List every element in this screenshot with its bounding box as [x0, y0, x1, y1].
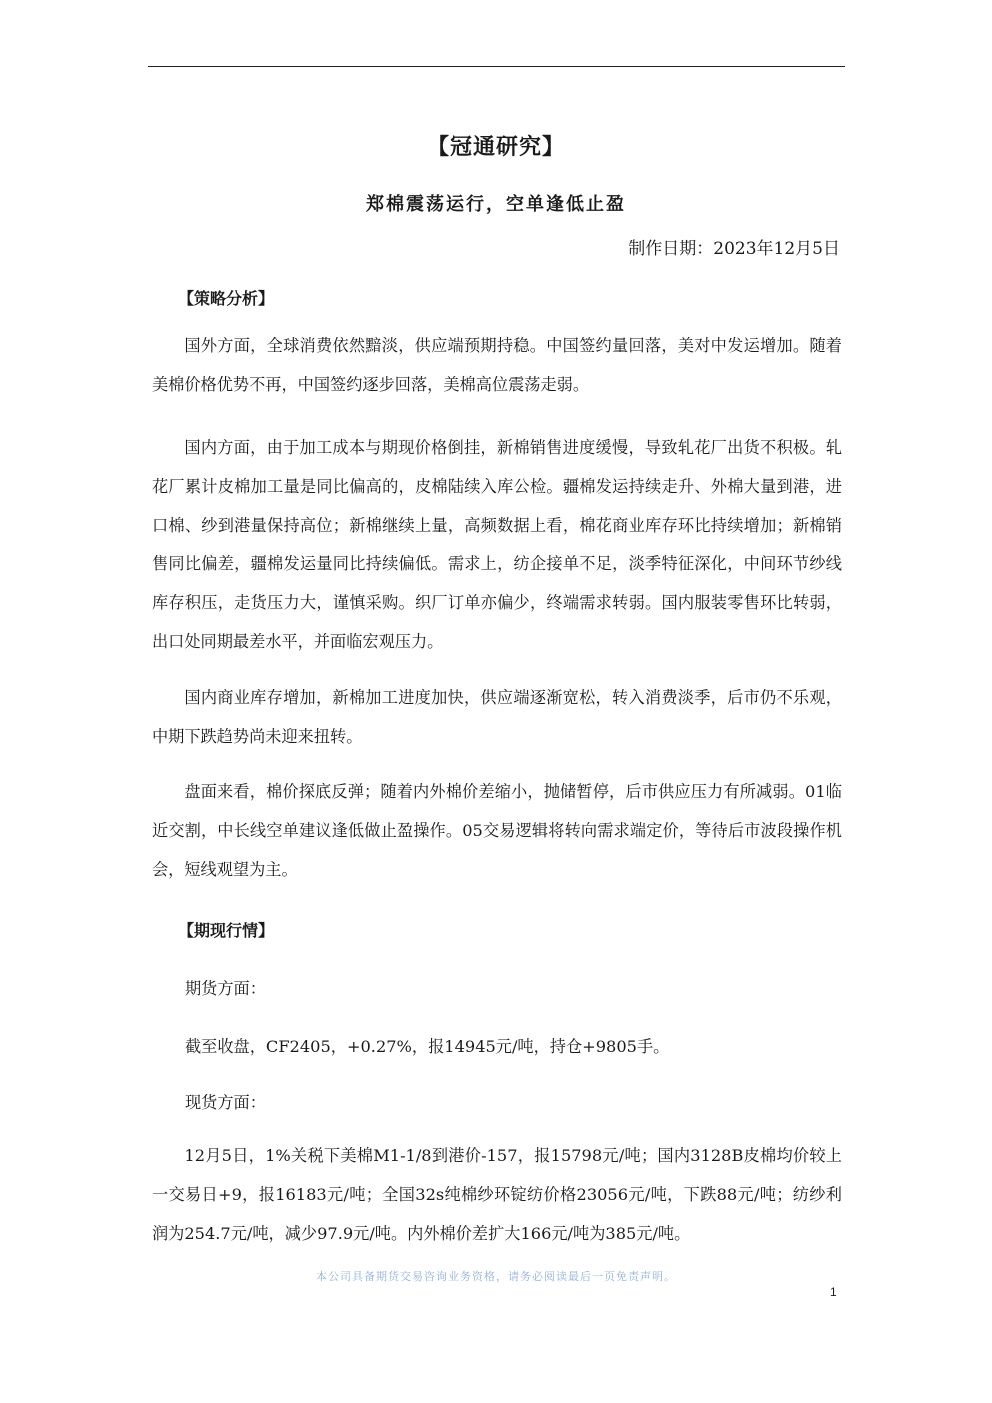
report-brand-title: 【冠通研究】: [426, 134, 565, 160]
futures-quote: 截至收盘，CF2405，+0.27%，报14945元/吨，持仓+9805手。: [185, 1037, 670, 1056]
report-date: 制作日期：2023年12月5日: [628, 239, 840, 259]
page-number: 1: [830, 1285, 837, 1299]
strategy-paragraph-overseas: 国外方面，全球消费依然黯淡，供应端预期持稳。中国签约量回落，美对中发运增加。随着美棉价格优势不再，中国签约逐步回落，美棉高位震荡走弱。: [152, 336, 842, 394]
disclaimer-note: 本公司具备期货交易咨询业务资格，请务必阅读最后一页免责声明。: [316, 1270, 676, 1283]
strategy-paragraph-domestic: 国内方面，由于加工成本与期现价格倒挂，新棉销售进度缓慢，导致轧花厂出货不积极。轧花厂累计皮棉加工量是同比偏高的，皮棉陆续入库公检。疆棉发运持续走升、外棉大量到港，进口棉、纱到港量保持高位；新棉继续上量，高频数据上看，棉花商业库存环比持续增加；新棉销售同比偏差，疆棉发运量同比持续偏低。需求上，纺企接单不足，淡季特征深化，中间环节纱线库存积压，走货压力大，谨慎采购。织厂订单亦偏少，终端需求转弱。国内服装零售环比转弱，出口处同期最差水平，并面临宏观压力。: [152, 438, 842, 651]
spot-label: 现货方面：: [185, 1093, 266, 1112]
section-heading-strategy: 【策略分析】: [178, 289, 275, 308]
strategy-paragraph-inventory: 国内商业库存增加，新棉加工进度加快，供应端逐渐宽松，转入消费淡季，后市仍不乐观，中期下跌趋势尚未迎来扭转。: [152, 688, 842, 746]
strategy-paragraph-technical: 盘面来看，棉价探底反弹；随着内外棉价差缩小，抛储暂停，后市供应压力有所减弱。01临近交割，中长线空单建议逢低做止盈操作。05交易逻辑将转向需求端定价，等待后市波段操作机会，短线观望为主。: [152, 782, 842, 879]
futures-label: 期货方面：: [185, 979, 266, 998]
section-heading-market: 【期现行情】: [178, 921, 275, 940]
spot-quote-paragraph: 12月5日，1%关税下美棉M1-1/8到港价-157，报15798元/吨；国内3128B皮棉均价较上一交易日+9，报16183元/吨；全国32s纯棉纱环锭纺价格23056元/吨，下跌88元/吨；纺纱利润为254.7元/吨，减少97.9元/吨。内外棉价差扩大166元/吨为385元/吨。: [152, 1146, 842, 1243]
report-headline: 郑棉震荡运行，空单逢低止盈: [366, 194, 626, 215]
header-rule: [148, 66, 845, 67]
